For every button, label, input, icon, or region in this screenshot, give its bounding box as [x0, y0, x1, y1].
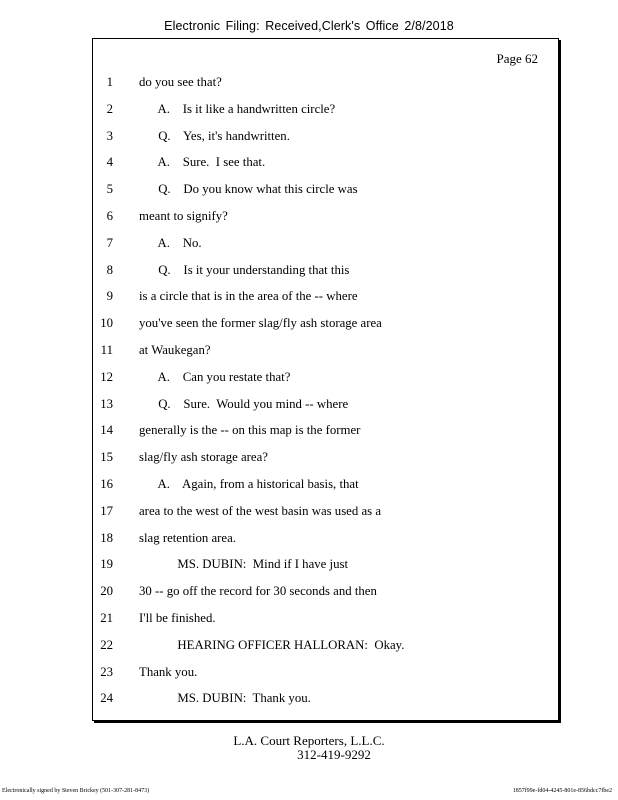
line-number: 22	[100, 637, 113, 652]
reporter-company: L.A. Court Reporters, L.L.C.	[233, 733, 385, 748]
electronic-signature: Electronically signed by Steven Brickey (501-307-281-8473)	[2, 788, 150, 794]
line-text: meant to signify?	[139, 208, 228, 223]
line-text: you've seen the former slag/fly ash storage area	[139, 316, 382, 331]
line-text: 30 -- go off the record for 30 seconds and then	[139, 584, 377, 599]
line-text: Q. Do you know what this circle was	[139, 182, 358, 197]
line-text: Q. Is it your understanding that this	[139, 262, 350, 277]
transcript-line	[93, 236, 558, 263]
transcript-line	[93, 397, 558, 424]
transcript-line	[93, 155, 558, 182]
line-number: 5	[106, 182, 113, 197]
transcript-line	[93, 316, 558, 343]
line-number: 13	[100, 396, 113, 411]
line-text: Thank you.	[139, 664, 198, 679]
transcript-line	[93, 182, 558, 209]
line-number: 6	[106, 208, 113, 223]
line-text: MS. DUBIN: Mind if I have just	[139, 557, 349, 572]
line-text: area to the west of the west basin was used as a	[139, 503, 381, 518]
reporter-footer	[0, 734, 618, 762]
transcript-line	[93, 370, 558, 397]
transcript-line	[93, 450, 558, 477]
line-number: 10	[100, 316, 113, 331]
transcript-line	[93, 209, 558, 236]
line-text: at Waukegan?	[139, 342, 211, 357]
line-text: slag retention area.	[139, 530, 236, 545]
transcript-line	[93, 557, 558, 584]
line-text: A. Again, from a historical basis, that	[139, 476, 359, 491]
line-text: generally is the -- on this map is the former	[139, 423, 361, 438]
transcript-line	[93, 289, 558, 316]
line-number: 11	[100, 342, 113, 357]
line-number: 3	[106, 128, 113, 143]
transcript-line	[93, 263, 558, 290]
line-text: A. No.	[139, 235, 202, 250]
transcript-line	[93, 423, 558, 450]
transcript-lines	[93, 75, 558, 718]
line-number: 16	[100, 476, 113, 491]
line-number: 17	[100, 503, 113, 518]
transcript-line	[93, 129, 558, 156]
transcript-line	[93, 611, 558, 638]
line-number: 19	[100, 557, 113, 572]
transcript-line	[93, 102, 558, 129]
transcript-line	[93, 531, 558, 558]
line-text: A. Can you restate that?	[139, 369, 291, 384]
document-id: 1857f99e-fd04-4245-801e-856bdcc7fbe2	[512, 788, 612, 794]
transcript-line	[93, 343, 558, 370]
line-number: 2	[106, 101, 113, 116]
line-text: do you see that?	[139, 75, 222, 89]
line-text: MS. DUBIN: Thank you.	[139, 691, 311, 706]
line-number: 4	[106, 155, 113, 170]
transcript-line	[93, 691, 558, 718]
line-number: 14	[100, 423, 113, 438]
line-text: A. Is it like a handwritten circle?	[139, 101, 336, 116]
line-text: is a circle that is in the area of the -- where	[139, 289, 358, 304]
line-number: 9	[106, 289, 113, 304]
line-text: slag/fly ash storage area?	[139, 450, 268, 465]
transcript-line	[93, 584, 558, 611]
transcript-line	[93, 477, 558, 504]
transcript-page	[92, 38, 559, 721]
line-number: 20	[100, 584, 113, 599]
line-number: 7	[106, 235, 113, 250]
line-text: A. Sure. I see that.	[139, 155, 266, 170]
line-text: HEARING OFFICER HALLORAN: Okay.	[139, 637, 405, 652]
reporter-phone: 312-419-9292	[297, 747, 371, 762]
transcript-line	[93, 75, 558, 102]
line-number: 8	[106, 262, 113, 277]
line-text: I'll be finished.	[139, 610, 216, 625]
line-text: Q. Yes, it's handwritten.	[139, 128, 290, 143]
filing-stamp: Electronic Filing: Received,Clerk's Office 2/8/2018	[164, 19, 454, 33]
transcript-line	[93, 665, 558, 692]
line-number: 1	[106, 75, 113, 89]
line-number: 24	[100, 691, 113, 706]
line-number: 18	[100, 530, 113, 545]
transcript-line	[93, 504, 558, 531]
page-number: Page 62	[496, 51, 538, 66]
line-number: 12	[100, 369, 113, 384]
transcript-line	[93, 638, 558, 665]
line-number: 21	[100, 610, 113, 625]
line-text: Q. Sure. Would you mind -- where	[139, 396, 349, 411]
line-number: 23	[100, 664, 113, 679]
line-number: 15	[100, 450, 113, 465]
